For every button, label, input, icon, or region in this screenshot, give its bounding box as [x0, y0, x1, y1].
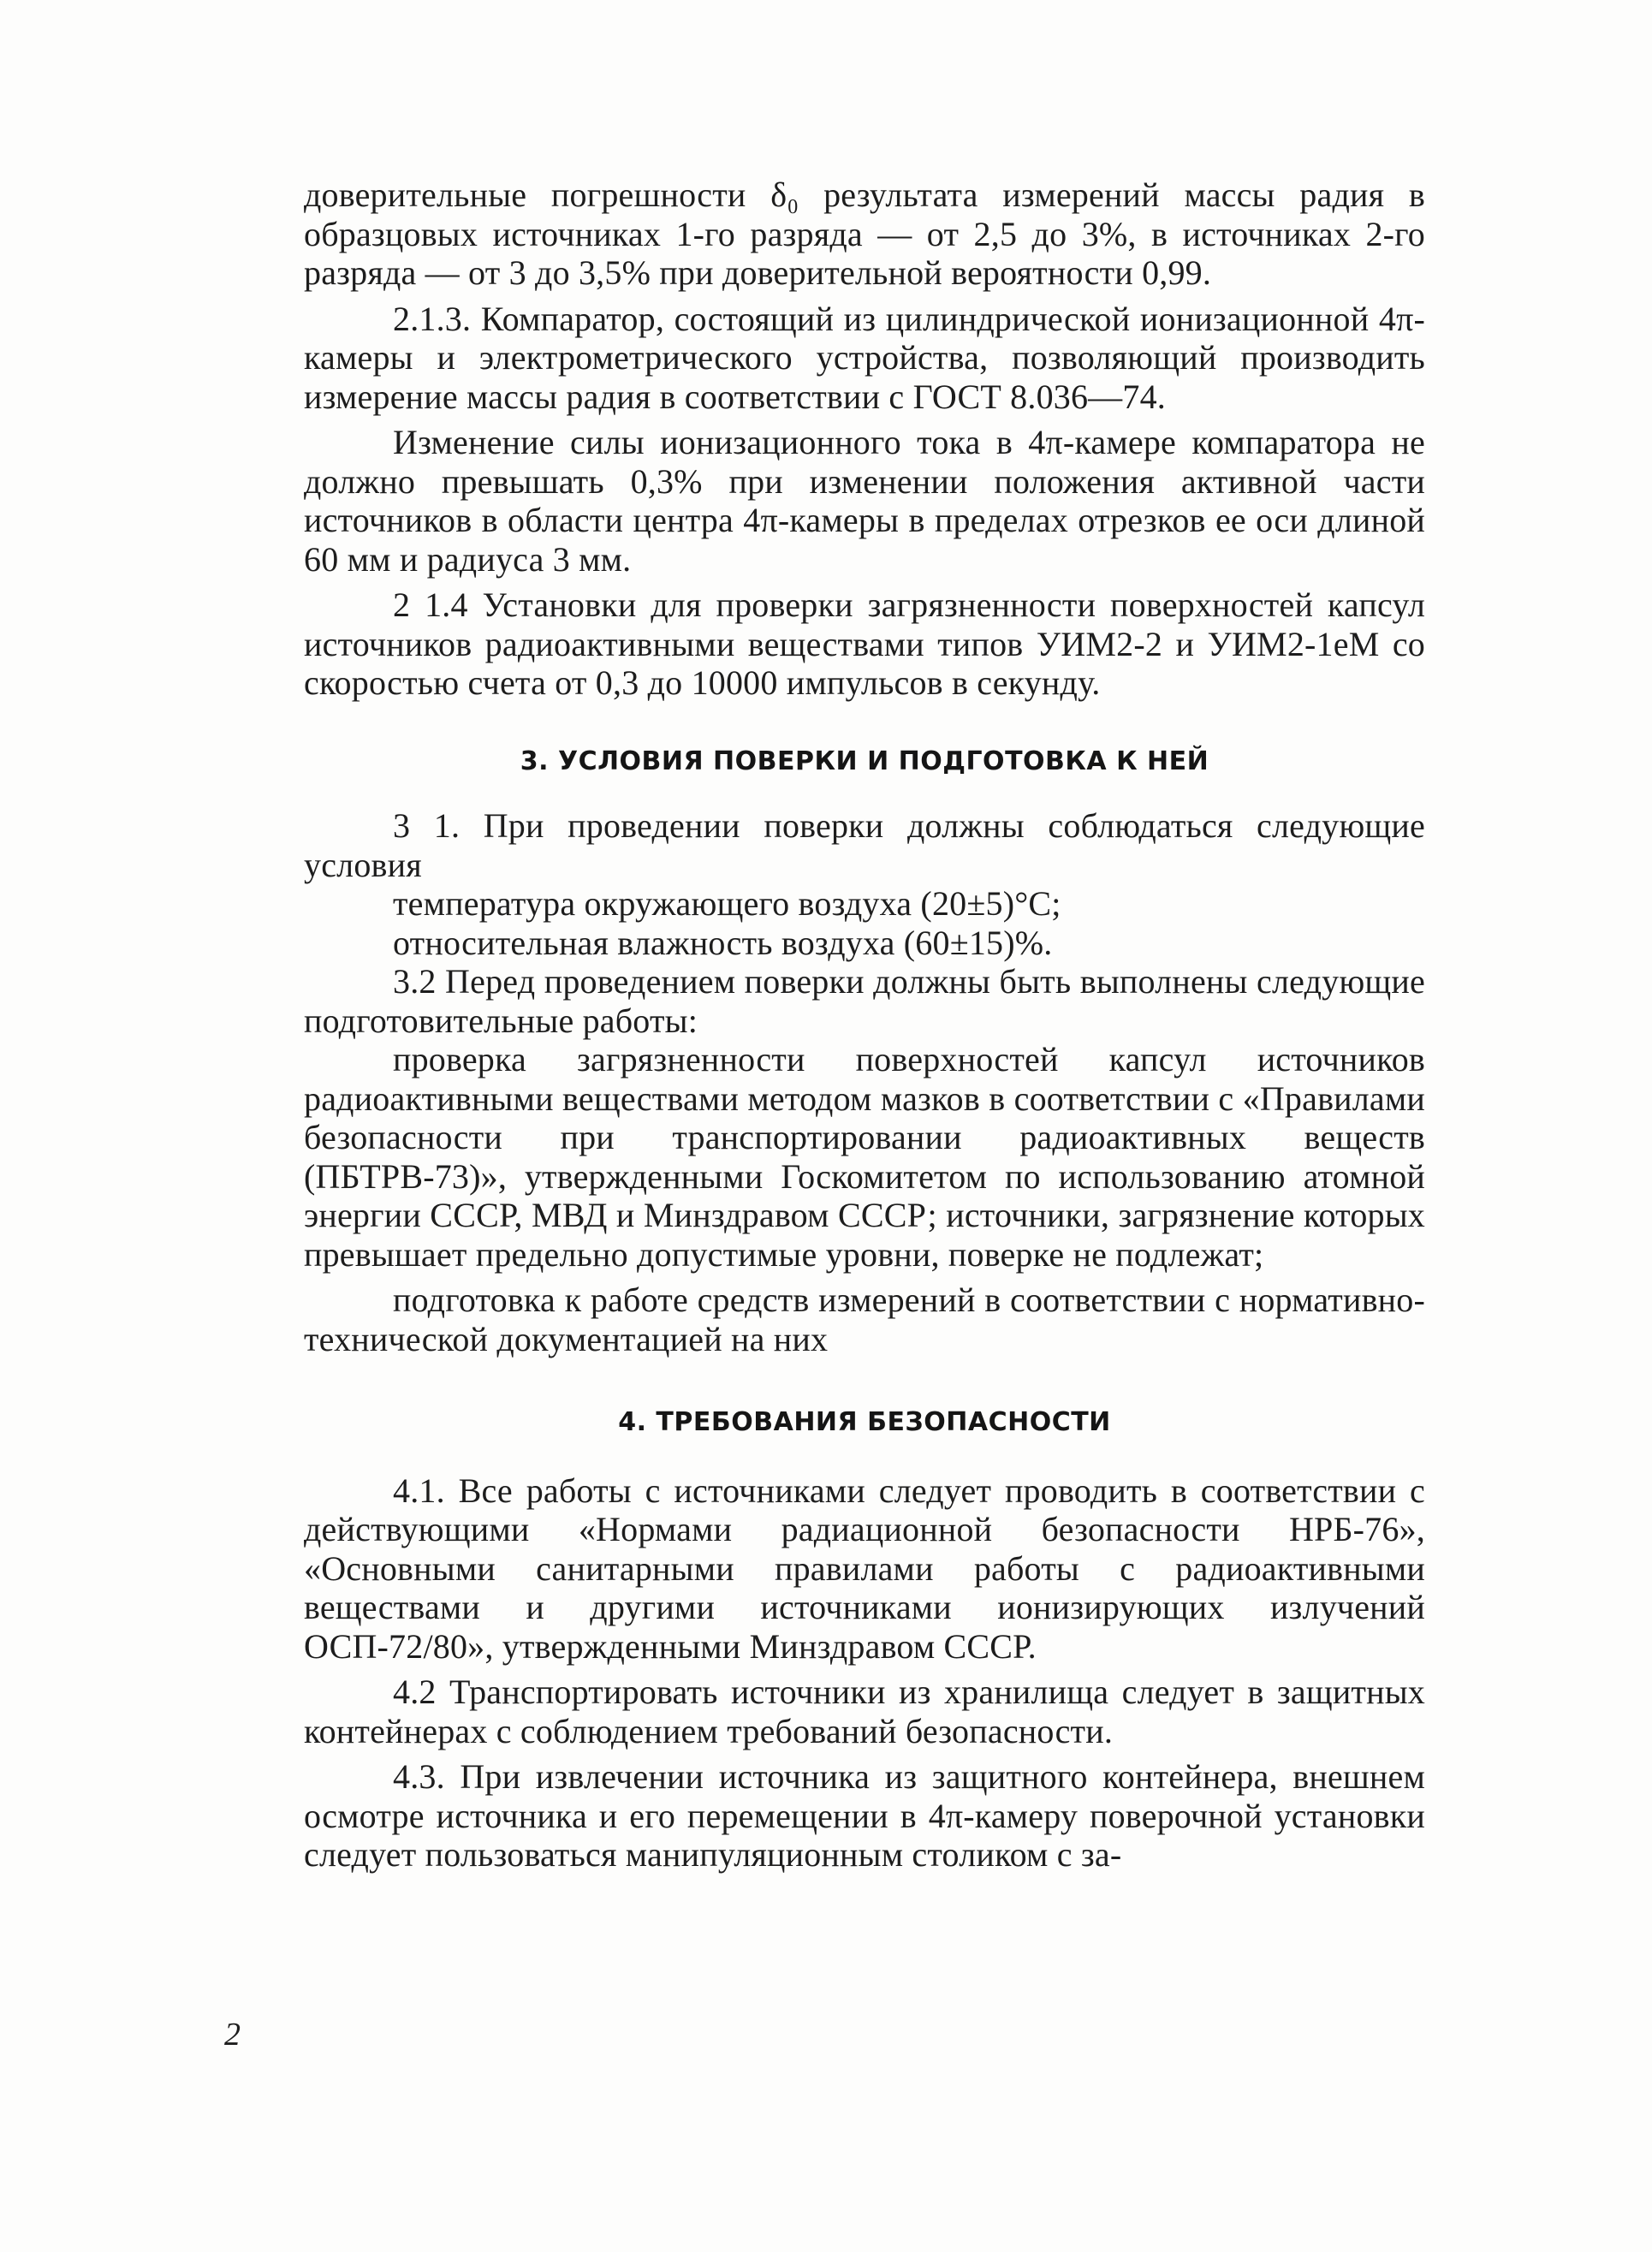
paragraph-2-1-4: 2 1.4 Установки для проверки загрязненности поверхностей капсул источников радиоактивными веществами типов УИМ2-2 и УИМ2-1еМ со скоростью счета от 0,3 до 10000 импульсов в секунду.: [304, 585, 1425, 702]
paragraph-continuation: доверительные погрешности δ₀ результата измерений массы радия в образцовых источниках 1-го разряда — от 2,5 до 3%, в источниках 2-го разряда — от 3 до 3,5% при доверительной вероятности 0,99.: [304, 175, 1425, 292]
paragraph-4-3: 4.3. При извлечении источника из защитного контейнера, внешнем осмотре источника и его перемещении в 4π-камеру поверочной установки следует пользоваться манипуляционным столиком с за-: [304, 1757, 1425, 1874]
section-4-heading: 4. ТРЕБОВАНИЯ БЕЗОПАСНОСТИ: [618, 1407, 1111, 1437]
paragraph-ionization-current: Изменение силы ионизационного тока в 4π-камере компаратора не должно превышать 0,3% при изменении положения активной части источников в области центра 4π-камеры в пределах отрезков ее оси длиной 60 мм и радиуса 3 мм.: [304, 423, 1425, 579]
page-number: 2: [224, 2017, 241, 2053]
condition-humidity: относительная влажность воздуха (60±15)%.: [393, 923, 1053, 962]
paragraph-4-2: 4.2 Транспортировать источники из хранилища следует в защитных контейнерах с соблюдением требований безопасности.: [304, 1673, 1425, 1750]
condition-temperature: температура окружающего воздуха (20±5)°С;: [393, 884, 1061, 923]
preparation-contamination-check: проверка загрязненности поверхностей капсул источников радиоактивными веществами методом мазков в соответствии с «Правилами безопасности при транспортировании радиоактивных веществ (ПБТРВ-73)», утвержденными Госкомитетом по использованию атомной энергии СССР, МВД и Минздравом СССР; источники, загрязнение которых превышает предельно допустимые уровни, поверке не подлежат;: [304, 1040, 1425, 1274]
preparation-instruments: подготовка к работе средств измерений в соответствии с нормативно-технической документацией на них: [304, 1280, 1425, 1358]
paragraph-3-2: 3.2 Перед проведением поверки должны быть выполнены следующие подготовительные работы:: [304, 962, 1425, 1040]
paragraph-3-1: 3 1. При проведении поверки должны соблюдаться следующие условия: [304, 806, 1425, 884]
document-body: [304, 175, 1425, 1875]
section-3-heading: 3. УСЛОВИЯ ПОВЕРКИ И ПОДГОТОВКА К НЕЙ: [520, 746, 1209, 776]
paragraph-4-1: 4.1. Все работы с источниками следует проводить в соответствии с действующими «Нормами радиационной безопасности НРБ-76», «Основными санитарными правилами работы с радиоактивными веществами и другими источниками ионизирующих излучений ОСП-72/80», утвержденными Минздравом СССР.: [304, 1471, 1425, 1666]
paragraph-2-1-3: 2.1.3. Компаратор, состоящий из цилиндрической ионизационной 4π-камеры и электрометрического устройства, позволяющий производить измерение массы радия в соответствии с ГОСТ 8.036—74.: [304, 299, 1425, 416]
